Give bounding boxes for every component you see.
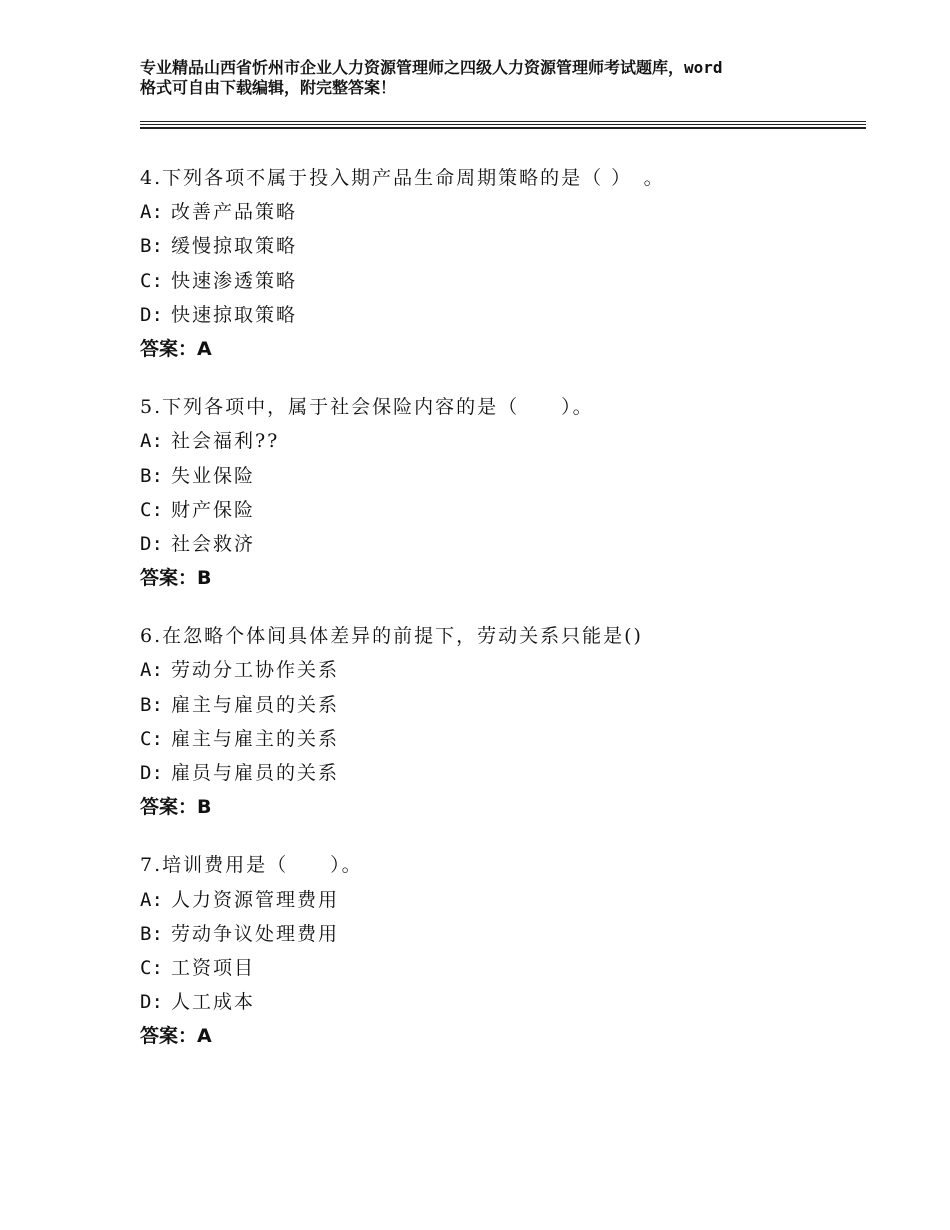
option-text: 社会福利?? [170, 430, 280, 453]
option-label: B: [140, 922, 163, 945]
question-block [140, 619, 860, 824]
question-stem: 6.在忽略个体间具体差异的前提下，劳动关系只能是() [140, 625, 643, 648]
option-text: 快速渗透策略 [170, 269, 297, 292]
option-b [140, 459, 860, 493]
option-c [140, 264, 860, 298]
option-text: 雇主与雇员的关系 [170, 693, 339, 716]
document-header [140, 58, 840, 98]
option-text: 人工成本 [170, 991, 255, 1014]
question-stem: 4.下列各项不属于投入期产品生命周期策略的是（ ） 。 [140, 167, 665, 189]
option-d [140, 527, 860, 561]
option-b [140, 688, 860, 722]
option-text: 快速掠取策略 [170, 303, 297, 326]
question-block [140, 390, 860, 595]
option-d [140, 298, 860, 332]
option-text: 失业保险 [170, 464, 255, 487]
question-list [140, 161, 860, 1078]
header-line-1: 专业精品山西省忻州市企业人力资源管理师之四级人力资源管理师考试题库，word [140, 58, 723, 77]
option-text: 人力资源管理费用 [170, 888, 339, 911]
option-text: 财产保险 [170, 498, 255, 521]
header-divider-line [140, 124, 866, 125]
option-c [140, 722, 860, 756]
question-stem: 7.培训费用是（ ）。 [140, 854, 363, 877]
question-block [140, 161, 860, 366]
option-label: B: [140, 464, 163, 487]
answer-line: 答案：B [140, 796, 212, 819]
option-b [140, 917, 860, 951]
question-stem: 5.下列各项中，属于社会保险内容的是（ ）。 [140, 396, 594, 419]
option-label: A: [140, 201, 163, 224]
option-text: 雇员与雇员的关系 [170, 762, 339, 784]
option-text: 改善产品策略 [170, 201, 297, 224]
header-divider-line [140, 121, 866, 122]
option-label: D: [140, 762, 163, 784]
answer-line: 答案：A [140, 1025, 212, 1048]
option-label: B: [140, 693, 163, 716]
option-b [140, 229, 860, 263]
option-text: 工资项目 [170, 956, 255, 979]
question-block [140, 848, 860, 1053]
option-label: C: [140, 956, 163, 979]
option-label: D: [140, 303, 163, 326]
option-d [140, 756, 860, 790]
option-label: C: [140, 498, 163, 521]
answer-line: 答案：A [140, 337, 212, 360]
option-c [140, 951, 860, 985]
option-label: D: [140, 532, 163, 555]
option-c [140, 493, 860, 527]
option-label: A: [140, 430, 163, 453]
option-label: D: [140, 991, 163, 1014]
option-label: A: [140, 659, 163, 682]
option-a [140, 653, 860, 687]
header-line-2: 格式可自由下载编辑，附完整答案！ [140, 78, 397, 97]
option-text: 雇主与雇主的关系 [170, 727, 339, 750]
option-a [140, 424, 860, 458]
option-text: 劳动争议处理费用 [170, 922, 339, 945]
option-a [140, 883, 860, 917]
option-label: B: [140, 235, 163, 258]
option-label: C: [140, 727, 163, 750]
option-label: A: [140, 888, 163, 911]
option-d [140, 985, 860, 1019]
header-divider-line [140, 127, 866, 129]
option-a [140, 195, 860, 229]
option-text: 劳动分工协作关系 [170, 659, 339, 682]
option-label: C: [140, 269, 163, 292]
option-text: 社会救济 [170, 532, 255, 555]
option-text: 缓慢掠取策略 [170, 235, 297, 258]
answer-line: 答案：B [140, 567, 212, 590]
